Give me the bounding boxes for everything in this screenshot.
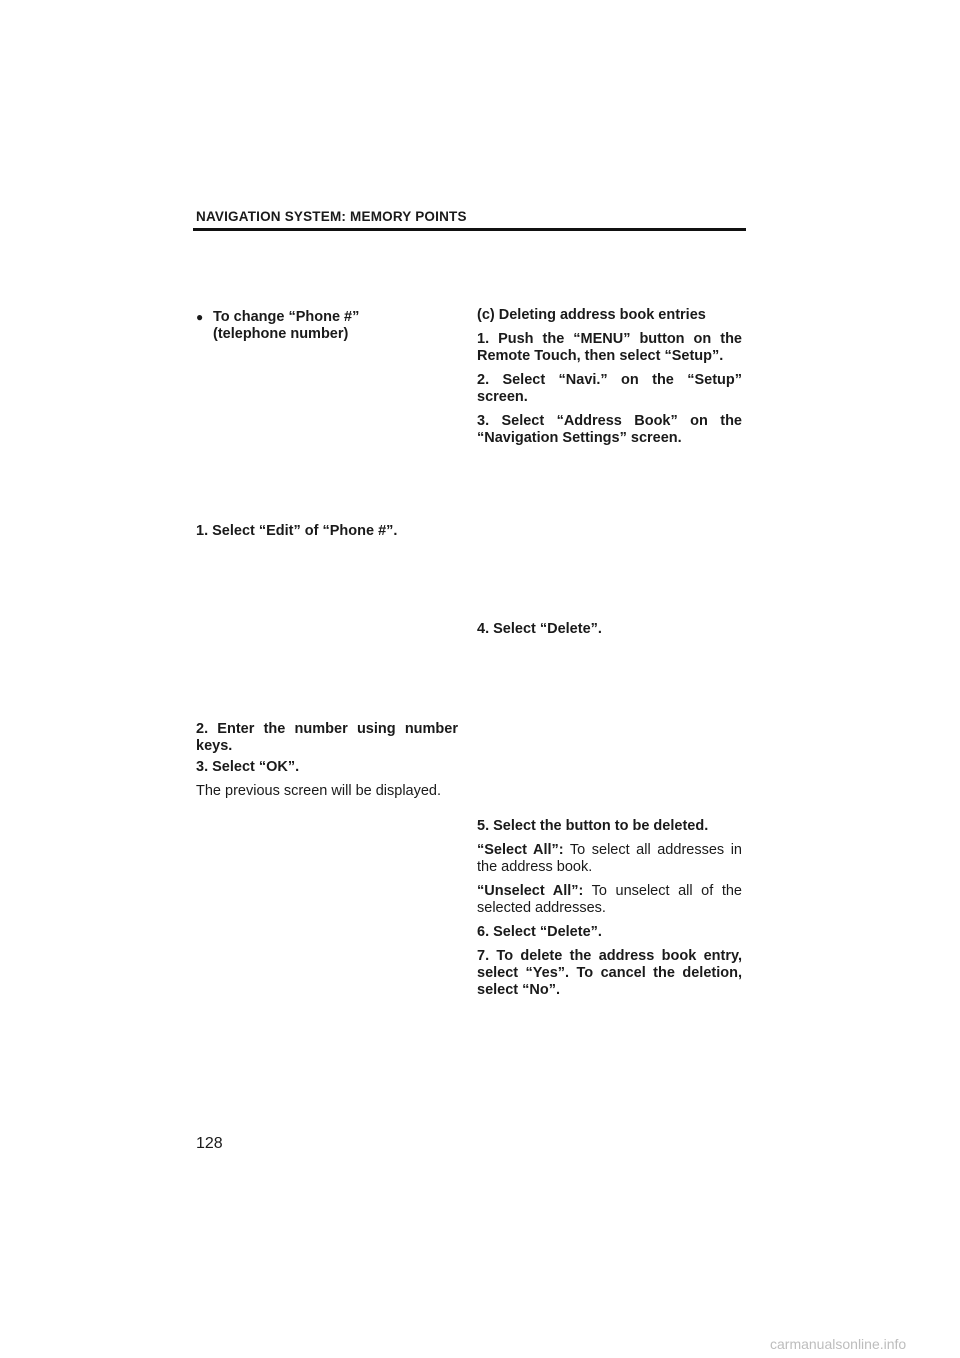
watermark: carmanualsonline.info bbox=[770, 1336, 907, 1352]
left-step-2: 2. Enter the number using number keys. bbox=[196, 721, 458, 754]
right-column-top bbox=[477, 307, 742, 447]
bullet-heading-line2: (telephone number) bbox=[213, 326, 349, 342]
left-step-1 bbox=[196, 523, 458, 540]
left-note: The previous screen will be displayed. bbox=[196, 783, 442, 799]
right-step-4-text: 4. Select “Delete”. bbox=[477, 621, 602, 637]
right-step-4 bbox=[477, 621, 742, 638]
page-number: 128 bbox=[196, 1135, 223, 1152]
bullet-heading-line1: To change “Phone #” bbox=[213, 309, 360, 325]
select-all-term: “Select All”: bbox=[477, 842, 564, 858]
right-step-6: 6. Select “Delete”. bbox=[477, 924, 602, 940]
unselect-all-term: “Unselect All”: bbox=[477, 883, 584, 899]
right-step-2: 2. Select “Navi.” on the “Setup” screen. bbox=[477, 372, 742, 405]
bullet-heading bbox=[196, 309, 458, 343]
header-rule bbox=[193, 228, 746, 231]
page-header-title: NAVIGATION SYSTEM: MEMORY POINTS bbox=[196, 209, 467, 224]
select-all-description: To select all addresses in the address book. bbox=[477, 842, 742, 875]
left-step-1-text: 1. Select “Edit” of “Phone #”. bbox=[196, 523, 398, 539]
right-step-1: 1. Push the “MENU” button on the Remote Touch, then select “Setup”. bbox=[477, 331, 742, 364]
unselect-all-definition bbox=[477, 883, 742, 917]
right-column-bottom bbox=[477, 818, 742, 999]
right-step-3: 3. Select “Address Book” on the “Navigation Settings” screen. bbox=[477, 413, 742, 446]
right-step-5: 5. Select the button to be deleted. bbox=[477, 818, 709, 834]
unselect-all-description: To unselect all of the selected addresses. bbox=[477, 883, 742, 916]
left-steps-lower bbox=[196, 721, 458, 800]
bullet-icon: ● bbox=[196, 310, 204, 324]
section-heading: (c) Deleting address book entries bbox=[477, 307, 706, 323]
left-column bbox=[196, 309, 458, 343]
select-all-definition bbox=[477, 842, 742, 876]
right-step-7: 7. To delete the address book entry, select “Yes”. To cancel the deletion, select “No”. bbox=[477, 948, 742, 998]
left-step-3: 3. Select “OK”. bbox=[196, 759, 300, 775]
